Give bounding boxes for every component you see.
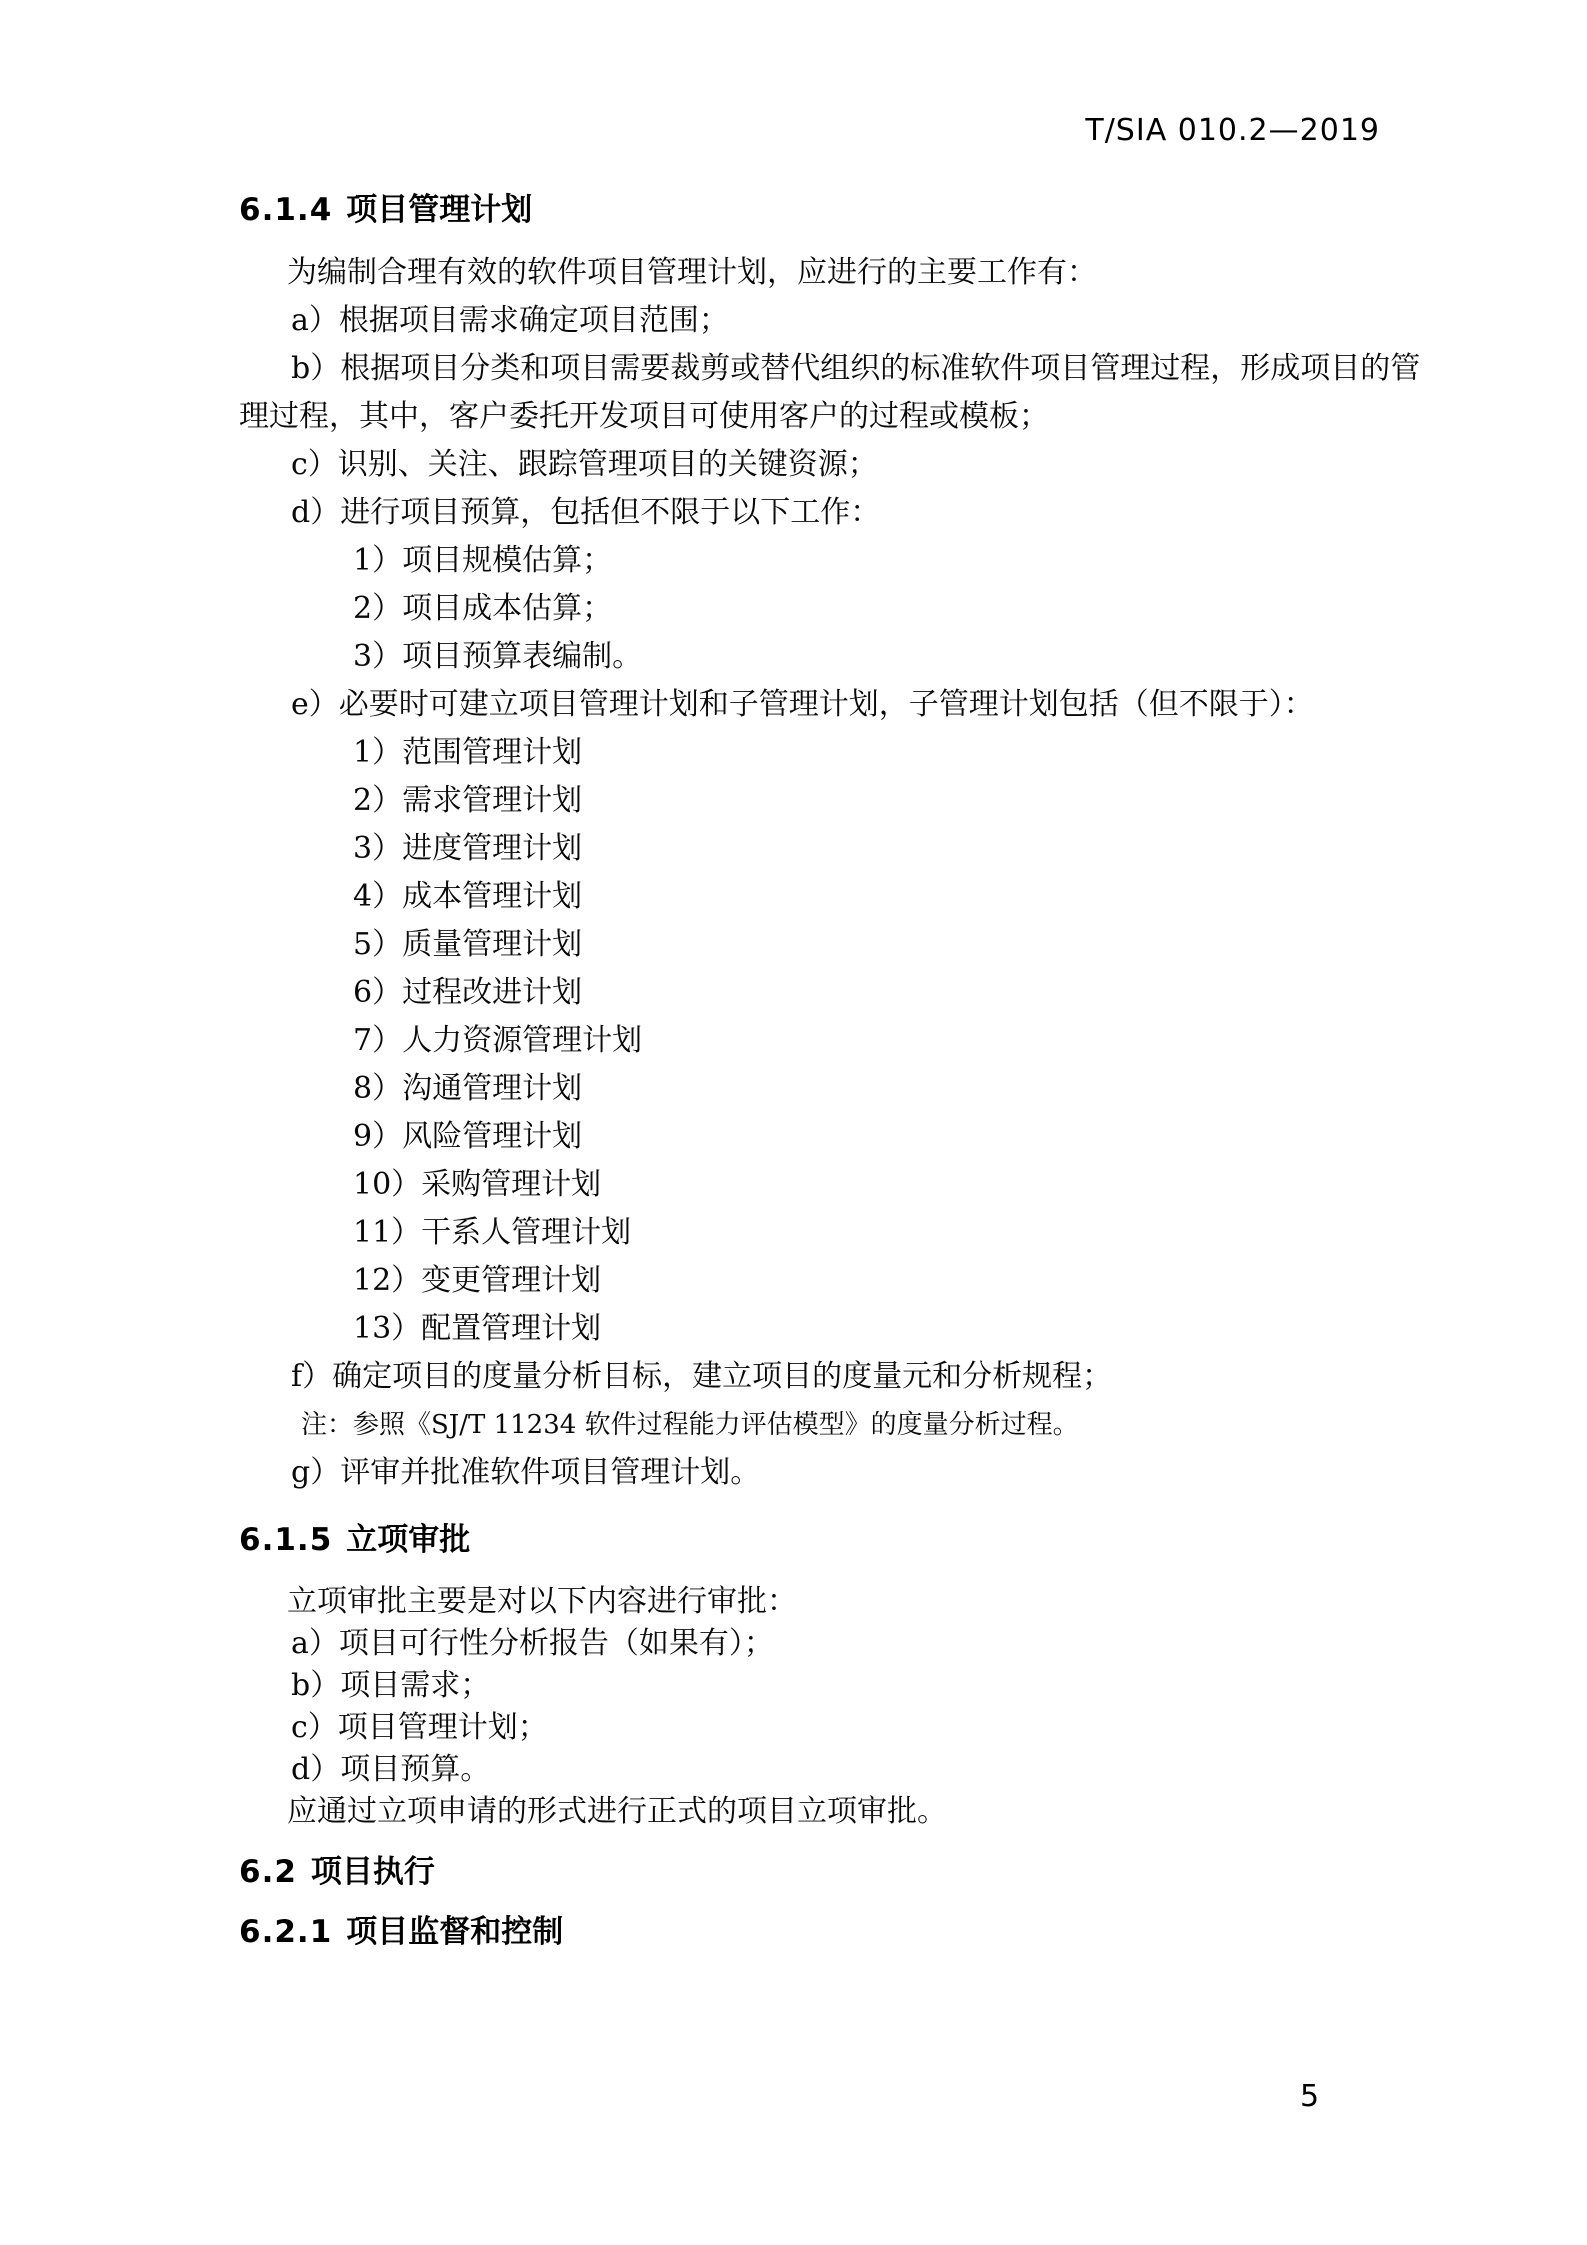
- sub-list-item: 4）成本管理计划: [353, 879, 583, 914]
- list-item-g: g）评审并批准软件项目管理计划。: [291, 1455, 761, 1490]
- section-number: 6.2: [239, 1854, 297, 1890]
- list-item-b: b）项目需求；: [291, 1668, 491, 1703]
- sub-list-item: 5）质量管理计划: [353, 927, 583, 962]
- note-line: 注：参照《SJ/T 11234 软件过程能力评估模型》的度量分析过程。: [301, 1410, 1079, 1440]
- section-heading-6-1-4: [239, 186, 1380, 234]
- section-title: 项目监督和控制: [346, 1914, 564, 1950]
- sub-list-item: 12）变更管理计划: [353, 1263, 602, 1298]
- section-number: 6.1.5: [239, 1522, 333, 1558]
- paragraph-intro-6-1-4: 为编制合理有效的软件项目管理计划，应进行的主要工作有：: [287, 255, 1097, 290]
- sub-list-item: 6）过程改进计划: [353, 975, 583, 1010]
- section-heading-6-2-1: [239, 1908, 1380, 1956]
- page-content: [239, 0, 1421, 1956]
- document-header-standard-number: T/SIA 010.2—2019: [1085, 113, 1380, 148]
- page-number: 5: [1300, 2079, 1320, 2114]
- list-item-f: f）确定项目的度量分析目标，建立项目的度量元和分析规程；: [291, 1359, 1113, 1394]
- sub-list-item: 10）采购管理计划: [353, 1167, 602, 1202]
- section-title: 项目执行: [310, 1854, 435, 1890]
- sub-list-item: 2）需求管理计划: [353, 783, 583, 818]
- list-item-d: d）进行项目预算，包括但不限于以下工作：: [291, 495, 881, 530]
- list-item-a: a）根据项目需求确定项目范围；: [291, 303, 729, 338]
- list-item-b-line1: b）根据项目分类和项目需要裁剪或替代组织的标准软件项目管理过程，形成项目的管: [291, 351, 1421, 386]
- sub-list-item: 3）进度管理计划: [353, 831, 583, 866]
- sub-list-item: 13）配置管理计划: [353, 1311, 602, 1346]
- section-title: 立项审批: [346, 1522, 471, 1558]
- list-item-c: c）识别、关注、跟踪管理项目的关键资源；: [291, 447, 878, 482]
- sub-list-item: 9）风险管理计划: [353, 1119, 583, 1154]
- list-item-e: e）必要时可建立项目管理计划和子管理计划，子管理计划包括（但不限于）：: [291, 687, 1314, 722]
- list-item-a: a）项目可行性分析报告（如果有）；: [291, 1626, 774, 1661]
- list-item-b-line2: 理过程，其中，客户委托开发项目可使用客户的过程或模板；: [239, 399, 1049, 434]
- sub-list-item: 11）干系人管理计划: [353, 1215, 632, 1250]
- section-title: 项目管理计划: [346, 192, 533, 228]
- paragraph-closing-6-1-5: 应通过立项申请的形式进行正式的项目立项审批。: [287, 1794, 947, 1829]
- paragraph-intro-6-1-5: 立项审批主要是对以下内容进行审批：: [287, 1584, 797, 1619]
- sub-list-item: 1）项目规模估算；: [353, 543, 613, 578]
- list-item-d: d）项目预算。: [291, 1752, 491, 1787]
- section-heading-6-2: [239, 1848, 1380, 1896]
- sub-list-item: 1）范围管理计划: [353, 735, 583, 770]
- sub-list-item: 7）人力资源管理计划: [353, 1023, 643, 1058]
- section-number: 6.2.1: [239, 1914, 333, 1950]
- sub-list-item: 8）沟通管理计划: [353, 1071, 583, 1106]
- sub-list-item: 3）项目预算表编制。: [353, 639, 643, 674]
- sub-list-item: 2）项目成本估算；: [353, 591, 613, 626]
- list-item-c: c）项目管理计划；: [291, 1710, 548, 1745]
- section-number: 6.1.4: [239, 192, 333, 228]
- section-heading-6-1-5: [239, 1516, 1380, 1564]
